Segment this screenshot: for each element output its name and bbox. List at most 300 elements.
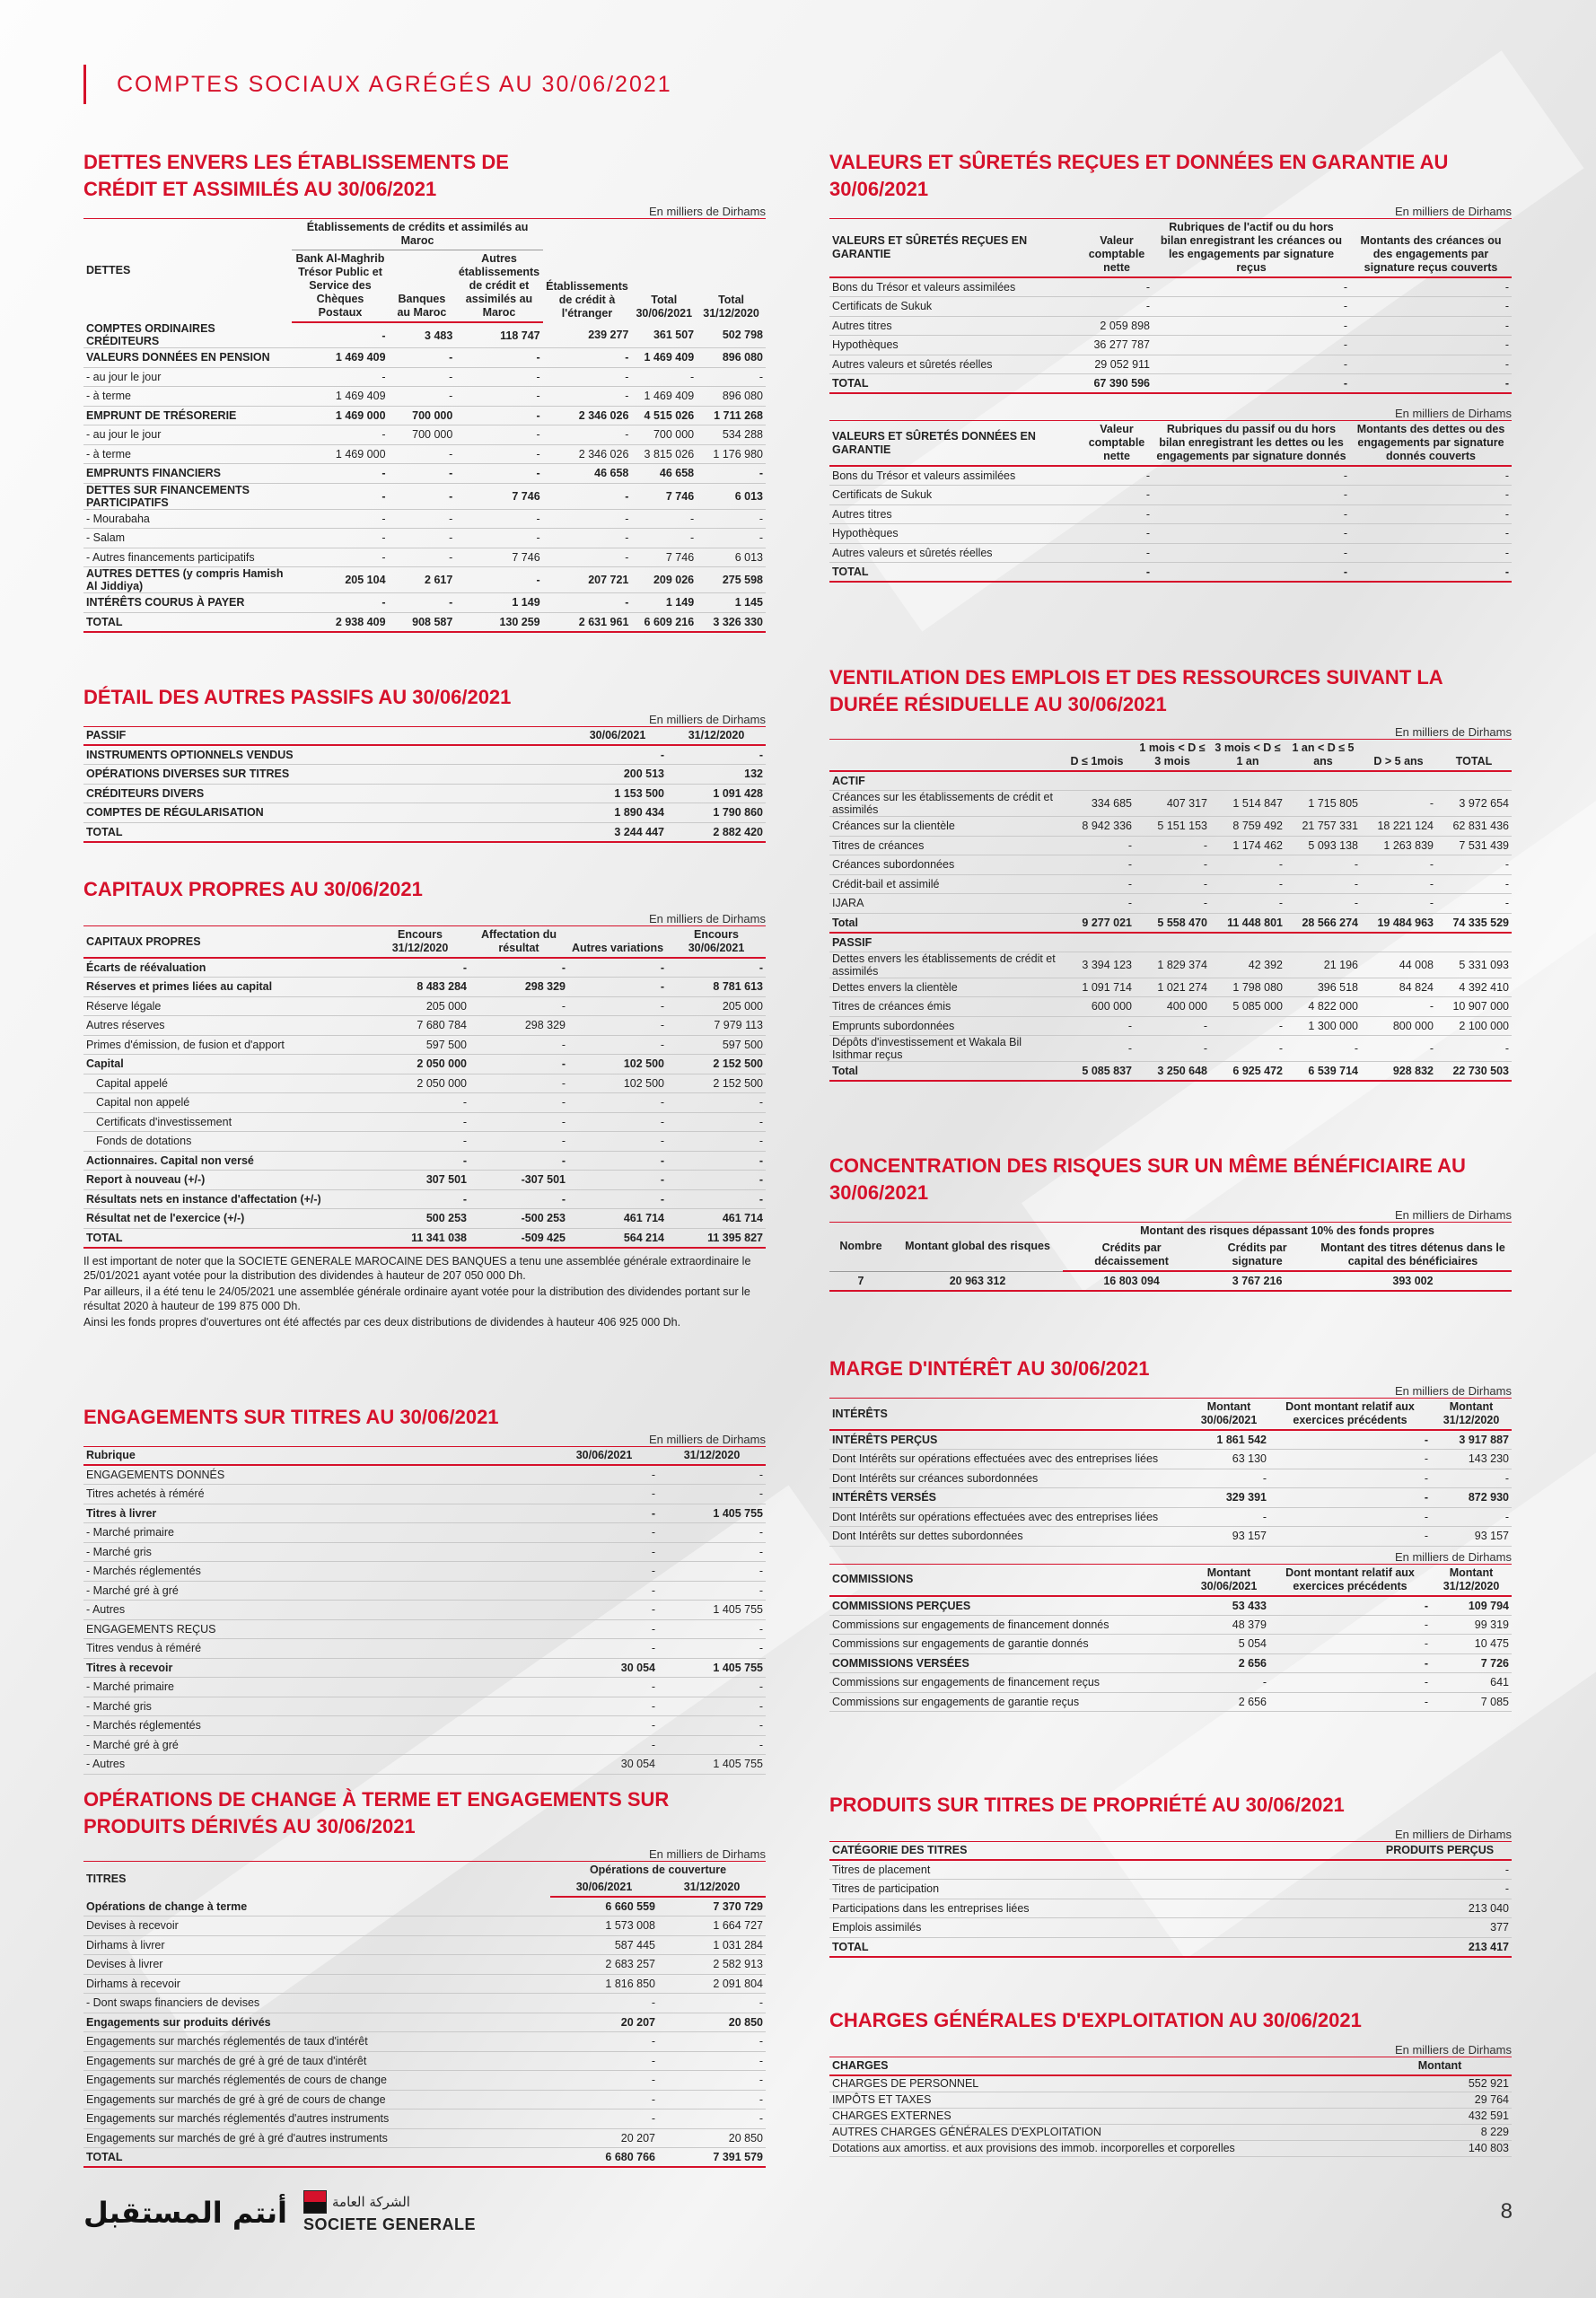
table-row [829, 2140, 1512, 2156]
table-body [829, 1860, 1512, 1957]
cell-value: -307 501 [469, 1171, 568, 1190]
row-label: Écarts de réévaluation [83, 958, 371, 978]
cell-value: 1 021 274 [1135, 978, 1210, 997]
cell-value: - [389, 548, 456, 567]
row-label: Titres vendus à réméré [83, 1639, 550, 1659]
table-row [83, 1619, 766, 1639]
cell-value: - [1361, 791, 1436, 817]
col-header: VALEURS ET SÛRETÉS DONNÉES EN GARANTIE [829, 421, 1081, 467]
cell-value: - [631, 529, 697, 548]
cell-value: 21 196 [1285, 952, 1361, 978]
row-label: - Autres financements participatifs [83, 548, 292, 567]
section-engagements-titres [83, 1404, 766, 1775]
group-header: Opérations de couverture [589, 1864, 727, 1876]
table-row [829, 336, 1512, 355]
row-label: Autres réserves [83, 1016, 371, 1036]
row-label: - Marché primaire [83, 1678, 550, 1697]
row-label: Participations dans les entreprises liées [829, 1899, 1368, 1918]
row-label: - au jour le jour [83, 367, 292, 387]
cell-value: 1 816 850 [550, 1974, 658, 1994]
cell-value: - [568, 1151, 667, 1171]
row-label: COMPTES ORDINAIRES CRÉDITEURS [83, 322, 292, 348]
cell-value: - [543, 483, 632, 509]
cell-value: 1 405 755 [658, 1658, 766, 1678]
charges-table [829, 2057, 1512, 2157]
cell-value: 307 501 [371, 1171, 469, 1190]
cell-value: 62 831 436 [1436, 817, 1512, 837]
cell-value: - [550, 1504, 658, 1523]
row-label: TOTAL [829, 563, 1081, 583]
cell-value: 11 341 038 [371, 1228, 469, 1248]
cell-value: - [667, 958, 766, 978]
footer-logos [83, 2190, 476, 2234]
cell-value: 1 573 008 [550, 1916, 658, 1936]
cell-value: 1 405 755 [658, 1755, 766, 1775]
table-body [83, 1465, 766, 1774]
col-header: Montant 30/06/2021 [1188, 1399, 1269, 1431]
row-label: PASSIF [829, 933, 1059, 952]
table-row [83, 1581, 766, 1601]
cell-value: 5 085 837 [1059, 1062, 1135, 1082]
row-label: INSTRUMENTS OPTIONNELS VENDUS [83, 745, 568, 765]
cell-value: - [389, 387, 456, 407]
table-row [83, 464, 766, 484]
row-label: Report à nouveau (+/-) [83, 1171, 371, 1190]
col-header: Encours 31/12/2020 [371, 926, 469, 959]
autres-passifs-table [83, 726, 766, 843]
section-title: PRODUITS SUR TITRES DE PROPRIÉTÉ AU 30/06/2021 [829, 1794, 1345, 1816]
row-label: - Marché gris [83, 1542, 550, 1562]
cell-value: - [1269, 1596, 1431, 1616]
row-label: TOTAL [83, 822, 568, 842]
table-row [829, 2124, 1512, 2140]
cell-value: 16 803 094 [1063, 1271, 1200, 1291]
cell-value: - [292, 593, 388, 613]
table-body [83, 1897, 766, 2167]
cell-value: - [568, 978, 667, 997]
cell-value: - [1210, 874, 1285, 894]
row-label: ACTIF [829, 771, 1059, 791]
cell-value: - [697, 529, 766, 548]
table-row [83, 765, 766, 785]
col-header: 31/12/2020 [667, 727, 766, 746]
section-ventilation [829, 664, 1512, 1082]
table-row [83, 1897, 766, 1916]
cell-value [1210, 771, 1285, 791]
table-row [829, 952, 1512, 978]
section-title: CONCENTRATION DES RISQUES SUR UN MÊME BÉNÉFICIAIRE AU 30/06/2021 [829, 1154, 1466, 1204]
cell-value: 700 000 [631, 425, 697, 445]
cell-value: - [543, 529, 632, 548]
row-label: CHARGES EXTERNES [829, 2108, 1368, 2124]
cell-value: 93 157 [1188, 1527, 1269, 1547]
cell-value: 1 829 374 [1135, 952, 1210, 978]
row-label: VALEURS DONNÉES EN PENSION [83, 348, 292, 368]
cell-value: - [1210, 855, 1285, 875]
col-header: Total 30/06/2021 [636, 294, 693, 320]
cell-value: 207 721 [543, 567, 632, 593]
table-body [829, 2075, 1512, 2156]
cell-value: - [658, 1716, 766, 1736]
table-row [829, 297, 1512, 317]
cell-value: - [568, 996, 667, 1016]
cell-value: - [1436, 874, 1512, 894]
row-label: - Marché gré à gré [83, 1581, 550, 1601]
cell-value: 3 394 123 [1059, 952, 1135, 978]
col-header: Rubrique [83, 1447, 550, 1466]
cell-value: - [667, 1112, 766, 1132]
table-row [829, 1527, 1512, 1547]
cell-value: - [1081, 524, 1153, 544]
cell-value: 10 907 000 [1436, 997, 1512, 1017]
cell-value: 93 157 [1431, 1527, 1512, 1547]
section-title: VALEURS ET SÛRETÉS REÇUES ET DONNÉES EN GARANTIE AU 30/06/2021 [829, 151, 1449, 200]
cell-value: - [1436, 894, 1512, 914]
cell-value [1361, 933, 1436, 952]
cell-value: - [469, 996, 568, 1016]
col-header: Encours 30/06/2021 [667, 926, 766, 959]
cell-value: - [1350, 336, 1512, 355]
cell-value: 2 091 804 [658, 1974, 766, 1994]
cell-value: - [1350, 563, 1512, 583]
table-row [829, 771, 1512, 791]
row-label: Autres titres [829, 316, 1081, 336]
row-label: Dirhams à recevoir [83, 1974, 550, 1994]
table-row [83, 1228, 766, 1248]
cell-value: - [667, 745, 766, 765]
cell-value: 2 938 409 [292, 612, 388, 632]
cell-value: - [550, 1639, 658, 1659]
cell-value: 19 484 963 [1361, 913, 1436, 933]
section-change [83, 1786, 766, 2168]
row-label: Capital appelé [83, 1074, 371, 1093]
cell-value: - [1269, 1615, 1431, 1635]
unit-label: En milliers de Dirhams [648, 205, 766, 218]
col-header: Montant 31/12/2020 [1431, 1564, 1512, 1596]
cell-value: - [292, 322, 388, 348]
table-row [83, 1465, 766, 1485]
group-header: Établissements de crédits et assimilés au Maroc [292, 219, 542, 250]
row-label: Dettes envers la clientèle [829, 978, 1059, 997]
table-row [829, 1036, 1512, 1062]
cell-value: - [658, 1542, 766, 1562]
table-row [829, 374, 1512, 394]
row-label: Dirhams à livrer [83, 1935, 550, 1955]
cell-value: 7 746 [631, 548, 697, 567]
col-header: Autres établissements de crédit et assimilés au Maroc [455, 250, 542, 323]
cell-value: 1 514 847 [1210, 791, 1285, 817]
row-label: Dont Intérêts sur dettes subordonnées [829, 1527, 1188, 1547]
cell-value [1361, 771, 1436, 791]
cell-value: 22 730 503 [1436, 1062, 1512, 1082]
row-label: EMPRUNT DE TRÉSORERIE [83, 406, 292, 425]
cell-value: - [371, 1112, 469, 1132]
table-row [83, 1209, 766, 1229]
cell-value: 1 300 000 [1285, 1016, 1361, 1036]
cell-value: 1 711 268 [697, 406, 766, 425]
row-label: Certificats d'investissement [83, 1112, 371, 1132]
cell-value: - [568, 958, 667, 978]
cell-value: 205 000 [667, 996, 766, 1016]
row-label: Titres à recevoir [83, 1658, 550, 1678]
section-concentration [829, 1153, 1512, 1292]
cell-value: 11 395 827 [667, 1228, 766, 1248]
cell-value: - [568, 1016, 667, 1036]
cell-value [1285, 771, 1361, 791]
table-row [83, 1055, 766, 1074]
cell-value: - [697, 509, 766, 529]
slogan-logo: أنتم المستقبل [83, 2195, 287, 2230]
cell-value: - [658, 2051, 766, 2071]
cell-value: - [1188, 1673, 1269, 1693]
row-label: Bons du Trésor et valeurs assimilées [829, 466, 1081, 486]
cell-value: 3 326 330 [697, 612, 766, 632]
cell-value: - [550, 1994, 658, 2013]
sg-square-icon [303, 2190, 327, 2214]
table-row [829, 316, 1512, 336]
cell-value: - [1135, 894, 1210, 914]
cell-value: - [455, 387, 542, 407]
row-label: AUTRES DETTES (y compris Hamish Al Jiddiya) [83, 567, 292, 593]
table-row [83, 1678, 766, 1697]
cell-value: - [568, 1189, 667, 1209]
cell-value: 8 229 [1368, 2124, 1512, 2140]
section-valeurs-suretes [829, 149, 1512, 583]
cell-value: 928 832 [1361, 1062, 1436, 1082]
row-label: - Marché primaire [83, 1523, 550, 1543]
cell-value: - [1059, 855, 1135, 875]
cell-value: - [371, 958, 469, 978]
table-row [83, 387, 766, 407]
table-row [829, 2108, 1512, 2124]
cell-value: 6 013 [697, 483, 766, 509]
cell-value: 20 850 [658, 2128, 766, 2148]
cell-value: 6 609 216 [631, 612, 697, 632]
cell-value: - [1135, 1016, 1210, 1036]
cell-value: - [1269, 1527, 1431, 1547]
col-header: INTÉRÊTS [829, 1399, 1188, 1431]
row-label: Engagements sur marchés réglementés de taux d'intérêt [83, 2032, 550, 2052]
cell-value: - [550, 1523, 658, 1543]
unit-label: En milliers de Dirhams [1394, 1384, 1512, 1398]
cell-value: - [658, 1562, 766, 1582]
cell-value: - [469, 1189, 568, 1209]
cell-value: 407 317 [1135, 791, 1210, 817]
section-title: DÉTAIL DES AUTRES PASSIFS AU 30/06/2021 [83, 686, 512, 708]
col-header: PRODUITS PERÇUS [1368, 1842, 1512, 1861]
cell-value: 8 483 284 [371, 978, 469, 997]
cell-value: 2 152 500 [667, 1055, 766, 1074]
cell-value: - [1350, 504, 1512, 524]
row-label: COMMISSIONS PERÇUES [829, 1596, 1188, 1616]
change-table [83, 1861, 766, 2168]
row-label: - Dont swaps financiers de devises [83, 1994, 550, 2013]
cell-value: 1 031 284 [658, 1935, 766, 1955]
cell-value: 239 277 [543, 322, 632, 348]
cell-value: 600 000 [1059, 997, 1135, 1017]
cell-value: 6 539 714 [1285, 1062, 1361, 1082]
row-label: Certificats de Sukuk [829, 297, 1081, 317]
cell-value: - [292, 425, 388, 445]
cell-value: 896 080 [697, 387, 766, 407]
table-row [83, 406, 766, 425]
cell-value: - [1059, 874, 1135, 894]
cell-value: 377 [1368, 1918, 1512, 1938]
cell-value: - [550, 1601, 658, 1620]
cell-value: - [550, 1581, 658, 1601]
cell-value: 461 714 [568, 1209, 667, 1229]
table-row [829, 1488, 1512, 1508]
cell-value: - [1135, 836, 1210, 855]
cell-value: - [389, 483, 456, 509]
cell-value: - [1436, 855, 1512, 875]
section-title: CAPITAUX PROPRES AU 30/06/2021 [83, 878, 423, 900]
col-header: 30/06/2021 [550, 1879, 658, 1897]
table-row [83, 1542, 766, 1562]
cell-value: 7 085 [1431, 1692, 1512, 1712]
cell-value: 1 790 860 [667, 803, 766, 823]
cell-value: 99 319 [1431, 1615, 1512, 1635]
cell-value: - [658, 1523, 766, 1543]
table-row [83, 1994, 766, 2013]
table-row [829, 524, 1512, 544]
row-label: TOTAL [83, 2148, 550, 2168]
table-row [829, 1918, 1512, 1938]
cell-value: - [371, 1189, 469, 1209]
cell-value: - [658, 2032, 766, 2052]
cell-value: - [455, 567, 542, 593]
row-label: INTÉRÊTS VERSÉS [829, 1488, 1188, 1508]
cell-value: 200 513 [568, 765, 667, 785]
cell-value: 2 882 420 [667, 822, 766, 842]
row-label: Commissions sur engagements de financement reçus [829, 1673, 1188, 1693]
section-marge [829, 1355, 1512, 1712]
unit-label: En milliers de Dirhams [1394, 1549, 1512, 1564]
col-header: Montant [1368, 2057, 1512, 2076]
table-row [829, 1937, 1512, 1957]
cell-value: 2 656 [1188, 1692, 1269, 1712]
cell-value: - [455, 367, 542, 387]
cell-value: 18 221 124 [1361, 817, 1436, 837]
section-autres-passifs [83, 684, 766, 843]
cell-value: 30 054 [550, 1755, 658, 1775]
cell-value: 461 714 [667, 1209, 766, 1229]
table-row [83, 1171, 766, 1190]
row-label: Autres valeurs et sûretés réelles [829, 543, 1081, 563]
col-header: Dont montant relatif aux exercices précédents [1269, 1399, 1431, 1431]
cell-value: - [1350, 297, 1512, 317]
cell-value: 7 746 [455, 483, 542, 509]
cell-value: 84 824 [1361, 978, 1436, 997]
row-label: Dont Intérêts sur créances subordonnées [829, 1469, 1188, 1488]
cell-value: 3 917 887 [1431, 1430, 1512, 1450]
cell-value: 205 000 [371, 996, 469, 1016]
cell-value [1436, 933, 1512, 952]
cell-value: 800 000 [1361, 1016, 1436, 1036]
cell-value: - [550, 1542, 658, 1562]
cell-value: - [1350, 355, 1512, 374]
row-label: Emprunts subordonnées [829, 1016, 1059, 1036]
col-header: CAPITAUX PROPRES [83, 926, 371, 959]
cell-value: 7 680 784 [371, 1016, 469, 1036]
group-header: Montant des risques dépassant 10% des fonds propres [1140, 1224, 1434, 1237]
cell-value: 6 680 766 [550, 2148, 658, 2168]
table-row [83, 1523, 766, 1543]
col-header: Montants des créances ou des engagements par signature reçus couverts [1350, 219, 1512, 278]
table-row [829, 563, 1512, 583]
col-header: Montant des titres détenus dans le capital des bénéficiaires [1314, 1240, 1512, 1271]
table-row [83, 2148, 766, 2168]
row-label: - Salam [83, 529, 292, 548]
cell-value: 3 767 216 [1200, 1271, 1314, 1291]
cell-value: 908 587 [389, 612, 456, 632]
row-label: Capital non appelé [83, 1093, 371, 1113]
cell-value: 3 483 [389, 322, 456, 348]
cell-value: 1 890 434 [568, 803, 667, 823]
section-title: DETTES ENVERS LES ÉTABLISSEMENTS DE CRÉDIT ET ASSIMILÉS AU 30/06/2021 [83, 151, 509, 200]
cell-value: - [469, 958, 568, 978]
cell-value: - [455, 425, 542, 445]
table-row [829, 978, 1512, 997]
cell-value: 396 518 [1285, 978, 1361, 997]
table-row [829, 355, 1512, 374]
row-label: OPÉRATIONS DIVERSES SUR TITRES [83, 765, 568, 785]
section-title: MARGE D'INTÉRÊT AU 30/06/2021 [829, 1357, 1150, 1380]
table-row [83, 784, 766, 803]
cell-value: - [1431, 1469, 1512, 1488]
col-header [829, 740, 1059, 772]
row-label: Engagements sur marchés réglementés d'autres instruments [83, 2109, 550, 2129]
table-row [83, 529, 766, 548]
table-row [83, 612, 766, 632]
table-row [83, 2032, 766, 2052]
cell-value: 1 153 500 [568, 784, 667, 803]
cell-value: - [455, 529, 542, 548]
cell-value: - [1350, 277, 1512, 297]
cell-value: 2 346 026 [543, 444, 632, 464]
cell-value: 1 469 409 [631, 387, 697, 407]
cell-value: - [1153, 374, 1350, 394]
section-dettes [83, 149, 766, 633]
table-row [829, 1271, 1512, 1291]
produits-table [829, 1841, 1512, 1958]
cell-value: 6 013 [697, 548, 766, 567]
cell-value: - [1269, 1653, 1431, 1673]
col-header: Crédits par décaissement [1063, 1240, 1200, 1271]
cell-value: 46 658 [631, 464, 697, 484]
row-label: Emplois assimilés [829, 1918, 1368, 1938]
row-label: Engagements sur marchés réglementés de cours de change [83, 2071, 550, 2091]
cell-value: - [1269, 1430, 1431, 1450]
table-row [829, 1673, 1512, 1693]
cell-value: - [389, 367, 456, 387]
row-label: Opérations de change à terme [83, 1897, 550, 1916]
table-body [829, 771, 1512, 1081]
cell-value [1059, 771, 1135, 791]
cell-value: - [1081, 277, 1153, 297]
row-label: TOTAL [83, 612, 292, 632]
col-header: Valeur comptable nette [1081, 421, 1153, 467]
cell-value: - [631, 367, 697, 387]
table-row [829, 1860, 1512, 1880]
cell-value: 20 850 [658, 2013, 766, 2032]
cell-value: - [658, 1678, 766, 1697]
table-row [829, 1615, 1512, 1635]
cell-value: - [1350, 524, 1512, 544]
cell-value: - [1361, 997, 1436, 1017]
cell-value: - [1269, 1488, 1431, 1508]
table-row [83, 1639, 766, 1659]
